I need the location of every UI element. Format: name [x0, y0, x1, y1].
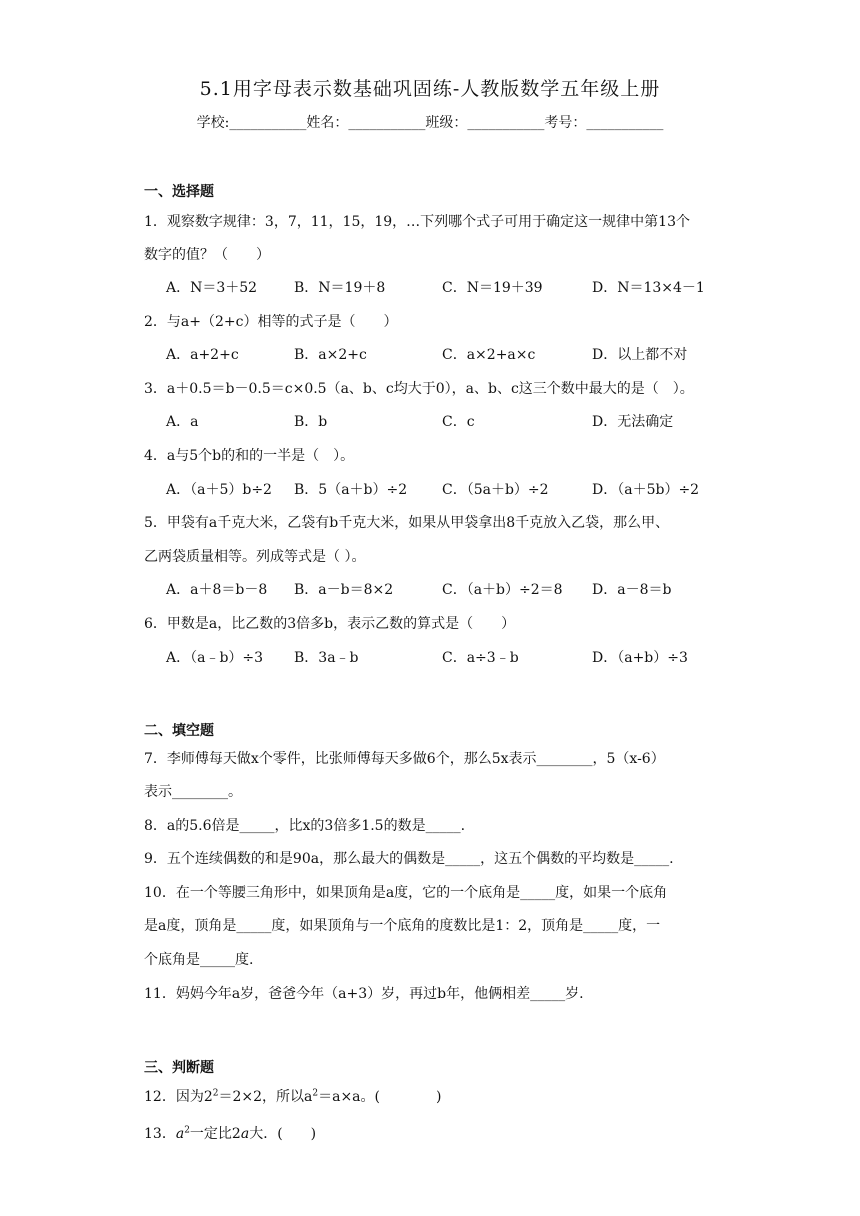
q1-option-b[interactable]: B．N＝19＋8	[294, 280, 386, 296]
q3-option-a[interactable]: A．a	[166, 414, 199, 430]
q13-var: a	[240, 1126, 250, 1142]
q6-option-c[interactable]: C．a÷3﹣b	[442, 650, 519, 666]
q4-options	[166, 479, 726, 499]
student-info-line	[0, 112, 860, 132]
q6-line1: 6．甲数是a，比乙数的3倍多b，表示乙数的算式是（ ）	[144, 616, 516, 632]
q3-line1: 3．a＋0.5＝b－0.5＝c×0.5（a、b、c均大于0），a、b、c这三个数中最大的是（ ）。	[144, 381, 694, 397]
q2-option-a[interactable]: A．a+2+c	[166, 347, 239, 363]
q12-mid: ＝2×2，所以a	[218, 1089, 313, 1105]
q7-line2: 表示________。	[144, 784, 242, 800]
q13-line1	[144, 1123, 724, 1143]
q5-option-c[interactable]: C．（a＋b）÷2＝8	[442, 582, 563, 598]
q1-option-c[interactable]: C．N＝19＋39	[442, 280, 543, 296]
q6-option-d[interactable]: D．（a+b）÷3	[592, 650, 688, 666]
q12-line1	[144, 1086, 724, 1106]
q5-option-b[interactable]: B．a－b＝8×2	[294, 582, 394, 598]
q11-line1: 11．妈妈今年a岁，爸爸今年（a+3）岁，再过b年，他俩相差_____岁.	[144, 986, 584, 1002]
q1-line2: 数字的值？（ ）	[144, 247, 270, 263]
q13-prefix: 13．	[144, 1126, 176, 1142]
q6-option-b[interactable]: B．3a﹣b	[294, 650, 359, 666]
q7-line1: 7．李师傅每天做x个零件，比张师傅每天多做6个，那么5x表示________，5（x-6）	[144, 751, 665, 767]
q2-option-b[interactable]: B．a×2+c	[294, 347, 367, 363]
q6-option-a[interactable]: A．（a﹣b）÷3	[166, 650, 264, 666]
q5-line1: 5．甲袋有a千克大米，乙袋有b千克大米，如果从甲袋拿出8千克放入乙袋，那么甲、	[144, 515, 670, 531]
q13-mid: 一定比2	[189, 1126, 241, 1142]
q12-prefix: 12．因为2	[144, 1089, 213, 1105]
q4-option-d[interactable]: D．（a＋5b）÷2	[592, 482, 700, 498]
q5-options	[166, 579, 726, 599]
q4-option-a[interactable]: A．（a＋5）b÷2	[166, 482, 272, 498]
section-heading-judge: 三、判断题	[144, 1060, 214, 1076]
q4-option-b[interactable]: B．5（a＋b）÷2	[294, 482, 408, 498]
q3-option-b[interactable]: B．b	[294, 414, 328, 430]
q8-line1: 8．a的5.6倍是_____，比x的3倍多1.5的数是_____.	[144, 818, 466, 834]
student-info-text: 学校:___________姓名：___________班级：___________考号：___________	[196, 115, 664, 131]
q3-options	[166, 411, 726, 431]
page-title: 5.1用字母表示数基础巩固练-人教版数学五年级上册	[199, 78, 661, 100]
q1-option-a[interactable]: A．N＝3＋52	[166, 280, 258, 296]
q2-option-c[interactable]: C．a×2+a×c	[442, 347, 536, 363]
q5-option-d[interactable]: D．a－8＝b	[592, 582, 672, 598]
q10-line3: 个底角是_____度.	[144, 952, 254, 968]
section-heading-choice: 一、选择题	[144, 184, 214, 200]
q9-line1: 9．五个连续偶数的和是90a，那么最大的偶数是_____，这五个偶数的平均数是_____.	[144, 851, 674, 867]
q12-suffix: ＝a×a。( )	[318, 1089, 442, 1105]
section-heading-fill: 二、填空题	[144, 723, 214, 739]
q12-exponent-1: 2	[212, 1088, 219, 1099]
q2-options	[166, 344, 726, 364]
q2-line1: 2．与a+（2+c）相等的式子是（ ）	[144, 314, 398, 330]
q1-options	[166, 277, 726, 297]
q13-exponent: 2	[184, 1125, 190, 1136]
q13-base: a	[175, 1126, 185, 1142]
q3-option-d[interactable]: D．无法确定	[592, 414, 674, 430]
q4-line1: 4．a与5个b的和的一半是（ ）。	[144, 448, 355, 464]
q10-line1: 10．在一个等腰三角形中，如果顶角是a度，它的一个底角是_____度，如果一个底角	[144, 885, 668, 901]
q6-options	[166, 647, 726, 667]
q1-line1: 1．观察数字规律：3，7，11，15，19，…下列哪个式子可用于确定这一规律中第13个	[144, 214, 690, 230]
q1-option-d[interactable]: D．N＝13×4－1	[592, 280, 705, 296]
q12-exponent-2: 2	[312, 1088, 319, 1099]
q2-option-d[interactable]: D．以上都不对	[592, 347, 688, 363]
q4-option-c[interactable]: C．（5a＋b）÷2	[442, 482, 549, 498]
q13-suffix: 大．( )	[249, 1126, 317, 1142]
q3-option-c[interactable]: C．c	[442, 414, 475, 430]
q5-line2: 乙两袋质量相等。列成等式是（ ）。	[144, 549, 366, 565]
q5-option-a[interactable]: A．a＋8＝b－8	[166, 582, 268, 598]
q10-line2: 是a度，顶角是_____度，如果顶角与一个底角的度数比是1：2，顶角是_____度，一	[144, 918, 661, 934]
